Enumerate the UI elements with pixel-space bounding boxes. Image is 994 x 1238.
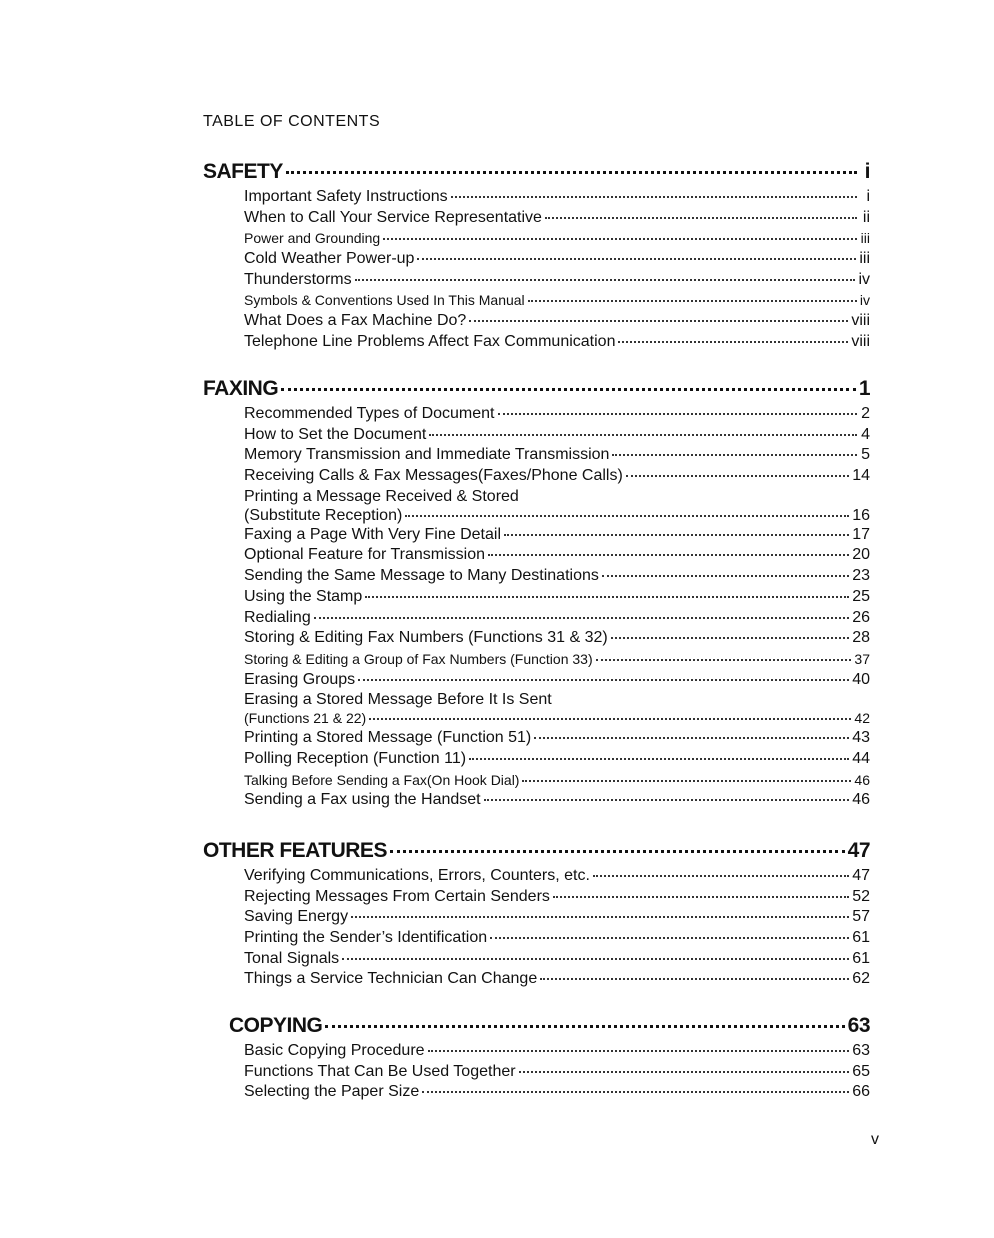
dot-leader	[428, 1050, 850, 1052]
dot-leader	[469, 320, 848, 322]
entry-label: Telephone Line Problems Affect Fax Communication	[244, 332, 616, 350]
entry-label: Storing & Editing Fax Numbers (Functions 31 & 32)	[244, 629, 608, 647]
entry-label: Selecting the Paper Size	[244, 1083, 420, 1101]
toc-entry[interactable]	[244, 545, 870, 566]
toc-entry[interactable]	[244, 770, 870, 791]
entry-label: Storing & Editing a Group of Fax Numbers (Function 33)	[244, 650, 593, 667]
toc-entry[interactable]	[244, 270, 870, 291]
entry-page: 40	[852, 670, 870, 688]
entry-page: iv	[859, 292, 870, 309]
entry-label: Printing a Stored Message (Function 51)	[244, 729, 532, 747]
page-number: v	[871, 1131, 879, 1148]
entry-page: 42	[854, 710, 870, 727]
entry-page: i	[866, 188, 870, 205]
toc-entry	[244, 506, 870, 525]
toc-entry[interactable]	[244, 249, 870, 270]
toc-entry[interactable]	[244, 228, 870, 249]
entry-page: 16	[852, 506, 870, 524]
entry-label: (Substitute Reception)	[244, 506, 403, 524]
entry-page: 37	[854, 650, 870, 667]
dot-leader	[429, 434, 857, 436]
entry-label: How to Set the Document	[244, 425, 427, 443]
toc-entry[interactable]	[244, 928, 870, 949]
entry-label: Saving Energy	[244, 908, 349, 926]
dot-leader	[469, 758, 849, 760]
entry-label: Erasing Groups	[244, 670, 356, 688]
dot-leader	[390, 850, 845, 853]
toc-entry[interactable]	[244, 332, 870, 353]
toc-entry[interactable]	[244, 525, 870, 546]
entry-label: Talking Before Sending a Fax(On Hook Dial)	[244, 771, 520, 788]
dot-leader	[528, 300, 857, 302]
entry-label: Verifying Communications, Errors, Counters, etc.	[244, 867, 590, 884]
toc-entry[interactable]	[244, 425, 870, 446]
entry-page: 26	[852, 608, 870, 626]
dot-leader	[422, 1091, 849, 1093]
section-page: 47	[847, 839, 870, 862]
entry-list	[203, 866, 870, 990]
section-title[interactable]	[203, 839, 870, 863]
section-title-label: OTHER FEATURES	[203, 839, 387, 862]
toc-entry[interactable]	[244, 208, 870, 229]
dot-leader	[286, 171, 857, 174]
entry-page: 17	[852, 525, 870, 543]
toc-entry[interactable]	[244, 445, 870, 466]
dot-leader	[488, 554, 849, 556]
entry-label: Recommended Types of Document	[244, 405, 495, 422]
entry-label: Memory Transmission and Immediate Transmission	[244, 446, 610, 464]
toc-entry[interactable]	[244, 608, 870, 629]
toc-entry[interactable]	[244, 628, 870, 649]
toc-entry[interactable]	[244, 404, 870, 425]
entry-page: 20	[852, 546, 870, 564]
entry-page: 46	[854, 771, 870, 788]
section-title[interactable]	[203, 377, 870, 401]
entry-label: What Does a Fax Machine Do?	[244, 312, 467, 330]
toc-entry[interactable]	[244, 866, 870, 887]
entry-page: 52	[852, 887, 870, 905]
entry-label: Things a Service Technician Can Change	[244, 970, 538, 988]
dot-leader	[325, 1025, 844, 1028]
entry-page: 62	[852, 970, 870, 988]
dot-leader	[498, 413, 858, 415]
entry-label: Redialing	[244, 608, 311, 626]
toc-entry[interactable]	[244, 887, 870, 908]
dot-leader	[405, 515, 849, 517]
entry-page: 61	[852, 949, 870, 967]
dot-leader	[522, 780, 851, 782]
entry-page: 46	[852, 791, 870, 809]
dot-leader	[451, 196, 857, 198]
toc-entry[interactable]	[244, 670, 870, 691]
entry-list	[203, 404, 870, 811]
entry-label-line1: Erasing a Stored Message Before It Is Sent	[244, 691, 552, 709]
dot-leader	[519, 1071, 850, 1073]
toc-heading: TABLE OF CONTENTS	[203, 113, 381, 130]
entry-label: Cold Weather Power-up	[244, 250, 415, 268]
entry-page: 14	[852, 467, 870, 485]
toc-entry[interactable]	[244, 187, 870, 208]
entry-label: Rejecting Messages From Certain Senders	[244, 887, 550, 905]
toc-entry[interactable]	[244, 311, 870, 332]
entry-label: (Functions 21 & 22)	[244, 710, 367, 727]
dot-leader	[314, 617, 849, 619]
toc-entry[interactable]	[244, 907, 870, 928]
entry-page: 2	[861, 405, 870, 422]
toc-entry[interactable]	[244, 1041, 870, 1062]
entry-page: 43	[852, 729, 870, 747]
entry-label: Power and Grounding	[244, 230, 381, 247]
toc-entry[interactable]	[244, 1062, 870, 1083]
entry-label: Sending the Same Message to Many Destinations	[244, 567, 599, 585]
dot-leader	[626, 475, 849, 477]
section-copying	[203, 1014, 870, 1103]
entry-page: 57	[852, 908, 870, 926]
entry-label-line1: Printing a Message Received & Stored	[244, 487, 519, 505]
dot-leader	[602, 575, 849, 577]
entry-label: Printing the Sender’s Identification	[244, 929, 488, 947]
dot-leader	[342, 958, 849, 960]
section-title[interactable]	[203, 1014, 870, 1038]
toc-entry[interactable]	[244, 749, 870, 770]
toc-entry[interactable]	[244, 790, 870, 811]
entry-label: Polling Reception (Function 11)	[244, 749, 467, 767]
entry-page: ii	[862, 208, 870, 226]
entry-label: Faxing a Page With Very Fine Detail	[244, 525, 502, 543]
entry-label: Thunderstorms	[244, 270, 352, 288]
toc-entry[interactable]	[244, 1082, 870, 1103]
toc-entry[interactable]	[244, 969, 870, 990]
dot-leader	[540, 978, 849, 980]
dot-leader	[365, 596, 849, 598]
section-title-label: FAXING	[203, 377, 279, 400]
dot-leader	[553, 896, 849, 898]
entry-page: iv	[858, 270, 870, 288]
dot-leader	[484, 799, 850, 801]
section-page: 1	[858, 377, 870, 400]
toc-entry	[244, 709, 870, 728]
section-title-label: SAFETY	[203, 160, 283, 183]
entry-list	[203, 187, 870, 353]
dot-leader	[534, 737, 849, 739]
entry-label: When to Call Your Service Representative	[244, 208, 542, 226]
entry-label: Optional Feature for Transmission	[244, 546, 485, 564]
toc-entry[interactable]	[244, 649, 870, 670]
dot-leader	[612, 454, 857, 456]
dot-leader	[596, 659, 852, 661]
section-title[interactable]	[203, 160, 870, 184]
section-safety	[203, 160, 870, 353]
dot-leader	[490, 937, 849, 939]
entry-label: Receiving Calls & Fax Messages(Faxes/Phone Calls)	[244, 467, 623, 485]
dot-leader	[545, 217, 857, 219]
entry-page: viii	[851, 332, 870, 350]
entry-page: 63	[852, 1042, 870, 1059]
entry-page: 66	[852, 1083, 870, 1101]
dot-leader	[355, 279, 856, 281]
toc-entry[interactable]	[244, 728, 870, 749]
section-page: i	[864, 160, 870, 183]
dot-leader	[351, 916, 849, 918]
entry-page: 28	[852, 629, 870, 647]
section-faxing	[203, 377, 870, 811]
dot-leader	[618, 341, 848, 343]
dot-leader	[281, 388, 856, 391]
section-other-features	[203, 839, 870, 990]
entry-page: 25	[852, 587, 870, 605]
dot-leader	[417, 258, 856, 260]
entry-label: Functions That Can Be Used Together	[244, 1062, 516, 1080]
entry-label: Tonal Signals	[244, 949, 340, 967]
dot-leader	[504, 534, 849, 536]
dot-leader	[369, 718, 851, 720]
entry-page: 44	[852, 749, 870, 767]
dot-leader	[611, 637, 849, 639]
section-page: 63	[847, 1014, 870, 1037]
toc-entry[interactable]	[244, 290, 870, 311]
section-title-label: COPYING	[229, 1014, 323, 1037]
toc-entry-multiline[interactable]	[244, 690, 870, 728]
toc-entry[interactable]	[244, 949, 870, 970]
dot-leader	[383, 238, 857, 240]
entry-page: 5	[861, 446, 870, 464]
toc-entry[interactable]	[244, 587, 870, 608]
entry-page: iii	[860, 230, 870, 247]
toc-entry[interactable]	[244, 566, 870, 587]
entry-label: Important Safety Instructions	[244, 188, 448, 205]
toc-entry-multiline[interactable]	[244, 487, 870, 525]
entry-label: Symbols & Conventions Used In This Manual	[244, 292, 525, 309]
entry-page: 4	[861, 425, 870, 443]
entry-page: 23	[852, 567, 870, 585]
entry-page: 47	[852, 867, 870, 884]
entry-label: Basic Copying Procedure	[244, 1042, 425, 1059]
entry-page: iii	[859, 250, 870, 268]
entry-label: Using the Stamp	[244, 587, 363, 605]
entry-page: 65	[852, 1062, 870, 1080]
entry-list	[203, 1041, 870, 1103]
dot-leader	[358, 679, 849, 681]
entry-label: Sending a Fax using the Handset	[244, 791, 481, 809]
entry-page: 61	[852, 929, 870, 947]
toc-entry[interactable]	[244, 466, 870, 487]
dot-leader	[593, 875, 849, 877]
entry-page: viii	[851, 312, 870, 330]
